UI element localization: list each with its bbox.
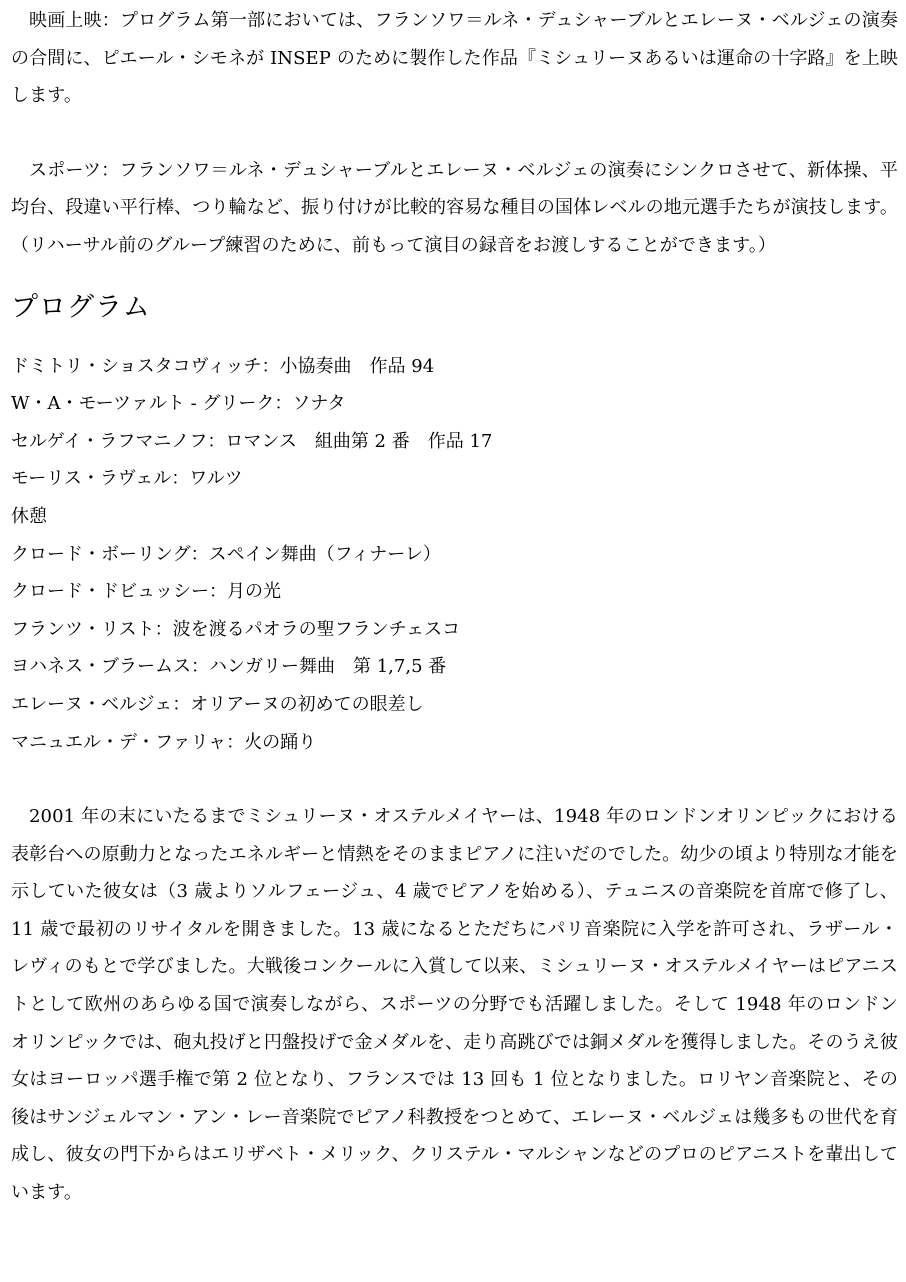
- program-item: ドミトリ・ショスタコヴィッチ：小協奏曲 作品 94: [11, 355, 435, 377]
- program-item: W・A・モーツァルト - グリーク：ソナタ: [11, 393, 346, 415]
- program-item: エレーヌ・ベルジェ：オリアーヌの初めての眼差し: [11, 693, 424, 715]
- program-item: セルゲイ・ラフマニノフ：ロマンス 組曲第 2 番 作品 17: [11, 430, 493, 452]
- film-screening-paragraph: 映画上映：プログラム第一部においては、フランソワ＝ルネ・デュシャーブルとエレーヌ・ベルジェの演奏の合間に、ピエール・シモネが INSEP のために製作した作品『ミシュリーヌあるいは運命の十字路』を上映します。: [11, 10, 898, 107]
- program-item: ヨハネス・ブラームス：ハンガリー舞曲 第 1,7,5 番: [11, 656, 447, 678]
- program-item: フランツ・リスト：波を渡るパオラの聖フランチェスコ: [11, 618, 461, 640]
- sports-paragraph: スポーツ：フランソワ＝ルネ・デュシャーブルとエレーヌ・ベルジェの演奏にシンクロさせて、新体操、平均台、段違い平行棒、つり輪など、振り付けが比較的容易な種目の国体レベルの地元選手たちが演技します。（リハーサル前のグループ練習のために、前もって演目の録音をお渡しすることができます。）: [11, 159, 898, 256]
- biography-paragraph: 2001 年の末にいたるまでミシュリーヌ・オステルメイヤーは、1948 年のロンドンオリンピックにおける表彰台への原動力となったエネルギーと情熱をそのままピアノに注いだのでした。幼少の頃より特別な才能を示していた彼女は（3 歳よりソルフェージュ、4 歳でピアノを始める）、テュニスの音楽院を首席で修了し、11 歳で最初のリサイタルを開きました。13 歳になるとただちにパリ音楽院に入学を許可され、ラザール・レヴィのもとで学びました。大戦後コンクールに入賞して以来、ミシュリーヌ・オステルメイヤーはピアニストとして欧州のあらゆる国で演奏しながら、スポーツの分野でも活躍しました。そして 1948 年のロンドンオリンピックでは、砲丸投げと円盤投げで金メダルを、走り高跳びでは銅メダルを獲得しました。そのうえ彼女はヨーロッパ選手権で第 2 位となり、フランスでは 13 回も 1 位となりました。ロリヤン音楽院と、その後はサンジェルマン・アン・レー音楽院でピアノ科教授をつとめて、エレーヌ・ベルジェは幾多もの世代を育成し、彼女の門下からはエリザベト・メリック、クリステル・マルシャンなどのプロのピアニストを輩出しています。: [11, 806, 898, 1204]
- program-heading: プログラム: [11, 291, 151, 323]
- program-item-intermission: 休憩: [11, 505, 47, 527]
- program-item: モーリス・ラヴェル：ワルツ: [11, 468, 243, 490]
- program-list: [11, 348, 898, 762]
- program-item: マニュエル・デ・ファリャ：火の踊り: [11, 731, 317, 753]
- program-item: クロード・ボーリング：スペイン舞曲（フィナーレ）: [11, 543, 441, 565]
- program-item: クロード・ドビュッシー：月の光: [11, 581, 281, 603]
